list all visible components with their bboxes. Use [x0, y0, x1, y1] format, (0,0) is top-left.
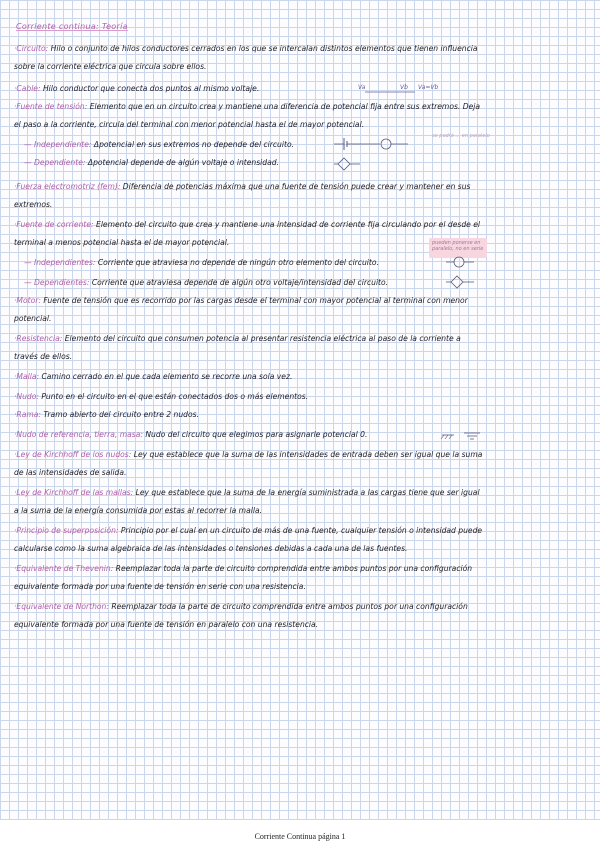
page-footer: Corriente Continua página 1 — [254, 832, 346, 841]
entry-circuito: ·Circuito: Hilo o conjunto de hilos conductores cerrados en los que se intercalan distintos elementos que tienen influencia sobre la corriente eléctrica que circula sobre ellos. — [14, 44, 478, 71]
sub-corriente-independientes: — Independientes: Corriente que atraviesa no depende de ningún otro elemento del circuito. — [24, 258, 379, 267]
cable-wire-icon — [365, 88, 417, 96]
entry-kirchhoff-nudos: ·Ley de Kirchhoff de los nudos: Ley que establece que la suma de las intensidades de entrada deben ser igual que la suma de las intensidades de salida. — [14, 450, 483, 477]
entry-fuente-tension: ·Fuente de tensión: Elemento que en un circuito crea y mantiene una diferencia de potencial fija entre sus extremos. Deja el paso a la corriente, circula del terminal con menor potencial hasta el de mayor potencial. — [14, 102, 481, 129]
entry-nudo: ·Nudo: Punto en el circuito en el que están conectados dos o más elementos. — [14, 392, 309, 401]
voltage-source-symbols-icon — [332, 134, 426, 174]
sub-corriente-dependientes: — Dependientes: Corriente que atraviesa depende de algún otro voltaje/intensidad del circuito. — [24, 278, 389, 287]
cable-equality-label: Va=Vb — [418, 84, 439, 91]
entry-kirchhoff-mallas: ·Ley de Kirchhoff de las mallas: Ley que establece que la suma de la energía suministrada a las cargas tiene que ser igual a la suma de la energía consumida por estas al recorrer la malla. — [14, 488, 480, 515]
sub-tension-independiente: — Independiente: Δpotencial en sus extremos no depende del circuito. — [24, 140, 295, 149]
current-source-symbols-icon — [446, 256, 482, 290]
entry-malla: ·Malla: Camino cerrado en el que cada elemento se recorre una sola vez. — [14, 372, 293, 381]
entry-fem: ·Fuerza electromotriz (fem): Diferencia de potencias máxima que una fuente de tensión puede crear y mantener en sus extremos. — [14, 182, 471, 209]
entry-superposicion: ·Principio de superposición: Principio por el cual en un circuito de más de una fuente, cualquier tensión o intensidad puede calcularse como la suma algebraica de las intensidades o tensiones debidas a cada una de las fuentes. — [14, 526, 483, 553]
tension-side-note: se podrá ... en paralelo — [432, 133, 490, 139]
cable-vb-label: Vb — [400, 84, 408, 91]
cable-va-label: Va — [358, 84, 366, 91]
current-side-note: pueden ponerse en paralelo, no en serie — [429, 238, 487, 258]
entry-cable: ·Cable: Hilo conductor que conecta dos puntos al mismo voltaje. — [14, 84, 260, 93]
entry-thevenin: ·Equivalente de Thevenin: Reemplazar toda la parte de circuito comprendida entre ambos puntos por una configuración equivalente formada por una fuente de tensión en serie con una resistencia. — [14, 564, 473, 591]
ground-symbol-icon — [440, 428, 484, 442]
entry-northon: ·Equivalente de Northon: Reemplazar toda la parte de circuito comprendida entre ambos puntos por una configuración equivalente formada por una fuente de tensión en paralelo con una resistencia. — [14, 602, 468, 629]
entry-nudo-referencia: ·Nudo de referencia, tierra, masa: Nudo del circuito que elegimos para asignarle potencial 0. — [14, 430, 368, 439]
page-title: Corriente continua: Teoría — [16, 22, 128, 31]
entry-fuente-corriente: ·Fuente de corriente: Elemento del circuito que crea y mantiene una intensidad de corriente fija circulando por el desde el terminal a menos potencial hasta el de mayor potencial. — [14, 220, 481, 247]
entry-resistencia: ·Resistencia: Elemento del circuito que consumen potencia al presentar resistencia eléctrica al paso de la corriente a través de ellos. — [14, 334, 461, 361]
entry-motor: ·Motor: Fuente de tensión que es recorrido por las cargas desde el terminal con mayor potencial al terminal con menor potencial. — [14, 296, 468, 323]
entry-rama: ·Rama: Tramo abierto del circuito entre 2 nudos. — [14, 410, 199, 419]
sub-tension-dependiente: — Dependiente: Δpotencial depende de algún voltaje o intensidad. — [24, 158, 279, 167]
